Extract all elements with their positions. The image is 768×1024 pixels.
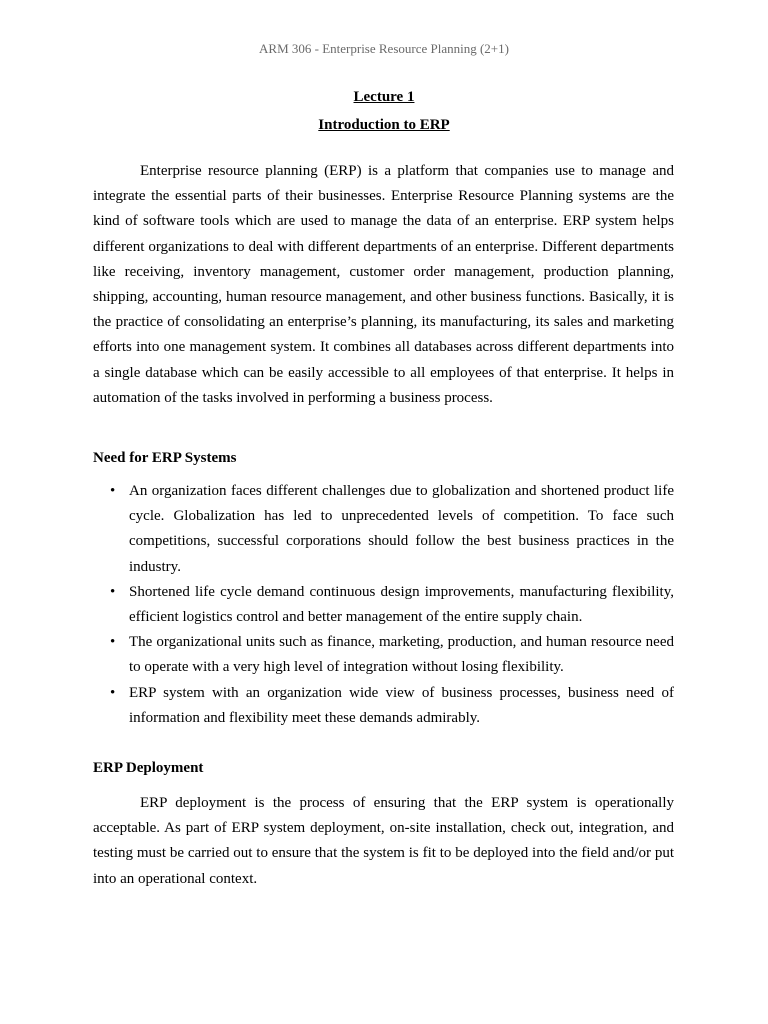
bullet-icon: • [110, 634, 116, 651]
deployment-heading: ERP Deployment [93, 760, 204, 776]
lecture-number: Lecture 1 [353, 89, 415, 105]
list-item-text: Shortened life cycle demand continuous design improvements, manufacturing flexibility, efficient logistics control and better management of the entire supply chain. [129, 583, 674, 626]
list-item-text: The organizational units such as finance, marketing, production, and human resource need to operate with a very high level of integration without losing flexibility. [129, 634, 674, 676]
lecture-topic: Introduction to ERP [318, 117, 450, 133]
deployment-paragraph: ERP deployment is the process of ensuring that the ERP system is operationally acceptable. As part of ERP system deployment, on-site installation, check out, integration, and testing must be carried out to ensure that the system is fit to be deployed into the field and/or put into an operational context. [93, 795, 674, 887]
bullet-icon: • [110, 684, 116, 701]
bullet-icon: • [110, 583, 116, 600]
list-item [93, 681, 674, 731]
list-item-text: An organization faces different challenges due to globalization and shortened product life cycle. Globalization has led to unprecedented levels of competition. To face such competitions, successful corporations should follow the best business practices in the industry. [129, 483, 674, 575]
list-item-text: ERP system with an organization wide view of business processes, business need of information and flexibility meet these demands admirably. [129, 684, 674, 726]
running-header: ARM 306 - Enterprise Resource Planning (2+1) [259, 41, 509, 56]
list-item [93, 630, 674, 680]
intro-paragraph: Enterprise resource planning (ERP) is a platform that companies use to manage and integrate the essential parts of their businesses. Enterprise Resource Planning systems are the kind of software tools which are used to manage the data of an enterprise. ERP system helps different organizations to deal with different departments of an enterprise. Different departments like receiving, inventory management, customer order management, production planning, shipping, accounting, human resource management, and other business functions. Basically, it is the practice of consolidating an enterprise’s planning, its manufacturing, its sales and marketing efforts into one management system. It combines all databases across different departments into a single database which can be easily accessible to all employees of that enterprise. It helps in automation of the tasks involved in performing a business process. [93, 163, 674, 406]
need-bullet-list [93, 479, 674, 731]
need-heading: Need for ERP Systems [93, 450, 237, 466]
bullet-icon: • [110, 483, 116, 499]
list-item [93, 580, 674, 630]
list-item [93, 479, 674, 580]
